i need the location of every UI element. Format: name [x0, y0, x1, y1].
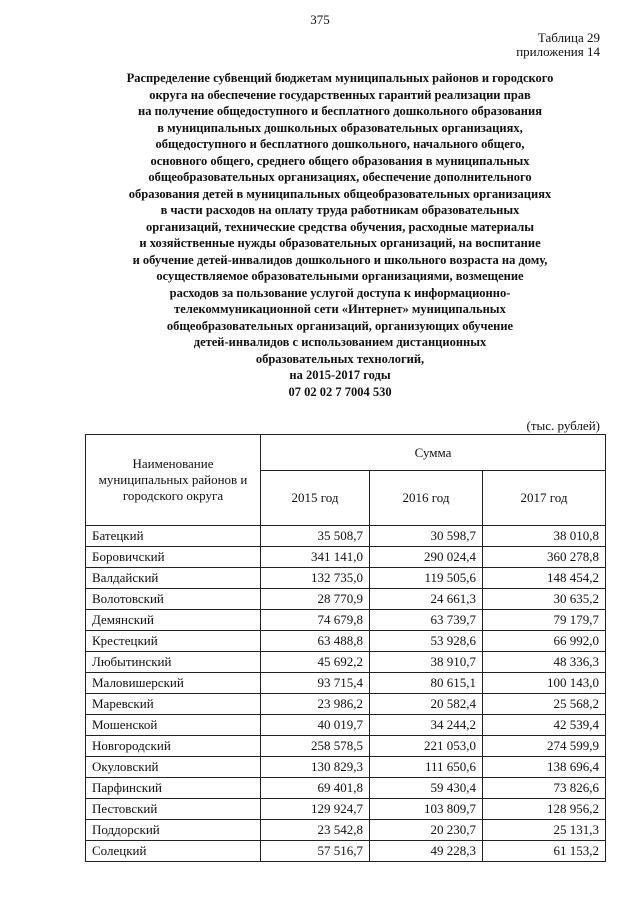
table-row	[86, 547, 606, 568]
value-2016-cell: 63 739,7	[370, 610, 483, 631]
value-2015-cell: 23 986,2	[261, 694, 370, 715]
value-2015-cell: 35 508,7	[261, 526, 370, 547]
page-number: 375	[310, 12, 330, 27]
value-2016-cell: 111 650,6	[370, 757, 483, 778]
value-2016-cell: 119 505,6	[370, 568, 483, 589]
table-row	[86, 778, 606, 799]
heading-line: общеобразовательных организаций, организующих обучение	[166, 318, 514, 333]
value-2015-cell: 258 578,5	[261, 736, 370, 757]
heading-line: осуществляемое образовательными организациями, возмещение	[156, 269, 524, 283]
value-2015-cell: 45 692,2	[261, 652, 370, 673]
district-name-cell: Солецкий	[86, 841, 261, 862]
value-2017-cell: 79 179,7	[483, 610, 606, 631]
heading-line: общеобразовательных организациях, обеспечение дополнительного	[148, 170, 532, 184]
value-2016-cell: 53 928,6	[370, 631, 483, 652]
table-row	[86, 631, 606, 652]
table-row	[86, 841, 606, 862]
district-name-cell: Парфинский	[86, 778, 261, 799]
value-2017-cell: 30 635,2	[483, 589, 606, 610]
column-header-2016: 2016 год	[370, 471, 483, 526]
value-2017-cell: 148 454,2	[483, 568, 606, 589]
value-2015-cell: 93 715,4	[261, 673, 370, 694]
value-2017-cell: 38 010,8	[483, 526, 606, 547]
district-name-cell: Поддорский	[86, 820, 261, 841]
value-2017-cell: 360 278,8	[483, 547, 606, 568]
value-2016-cell: 20 582,4	[370, 694, 483, 715]
table-row	[86, 736, 606, 757]
heading-line: на 2015-2017 годы	[289, 368, 391, 382]
heading-line: в муниципальных дошкольных образовательных организациях,	[157, 120, 523, 135]
subvention-table	[85, 434, 606, 862]
table-reference	[516, 31, 600, 59]
heading-line: расходов за пользование услугой доступа к информационно-	[169, 285, 511, 300]
table-row	[86, 673, 606, 694]
value-2015-cell: 57 516,7	[261, 841, 370, 862]
column-header-name: Наименование муниципальных районов и городского округа	[86, 435, 261, 526]
value-2017-cell: 61 153,2	[483, 841, 606, 862]
table-reference-line: приложения 14	[516, 44, 600, 59]
value-2015-cell: 132 735,0	[261, 568, 370, 589]
district-name-cell: Любытинский	[86, 652, 261, 673]
document-heading	[60, 70, 620, 400]
heading-line: образования детей в муниципальных общеобразовательных организациях	[128, 186, 552, 201]
value-2016-cell: 59 430,4	[370, 778, 483, 799]
value-2017-cell: 66 992,0	[483, 631, 606, 652]
value-2016-cell: 290 024,4	[370, 547, 483, 568]
district-name-cell: Новгородский	[86, 736, 261, 757]
heading-line: Распределение субвенций бюджетам муниципальных районов и городского	[126, 71, 554, 85]
value-2015-cell: 130 829,3	[261, 757, 370, 778]
table-row	[86, 652, 606, 673]
district-name-cell: Пестовский	[86, 799, 261, 820]
district-name-cell: Крестецкий	[86, 631, 261, 652]
district-name-cell: Батецкий	[86, 526, 261, 547]
heading-line: округа на обеспечение государственных гарантий реализации прав	[149, 87, 531, 102]
district-name-cell: Боровичский	[86, 547, 261, 568]
value-2015-cell: 74 679,8	[261, 610, 370, 631]
table-row	[86, 757, 606, 778]
value-2015-cell: 69 401,8	[261, 778, 370, 799]
table-row	[86, 715, 606, 736]
column-header-sum: Сумма	[261, 435, 606, 471]
value-2015-cell: 63 488,8	[261, 631, 370, 652]
district-name-cell: Маловишерский	[86, 673, 261, 694]
district-name-cell: Демянский	[86, 610, 261, 631]
value-2016-cell: 34 244,2	[370, 715, 483, 736]
value-2017-cell: 73 826,6	[483, 778, 606, 799]
table-reference-line: Таблица 29	[537, 30, 600, 45]
value-2017-cell: 100 143,0	[483, 673, 606, 694]
table-body	[86, 526, 606, 862]
value-2016-cell: 38 910,7	[370, 652, 483, 673]
heading-line: основного общего, среднего общего образования в муниципальных	[150, 153, 530, 168]
column-header-2015: 2015 год	[261, 471, 370, 526]
units-label: (тыс. рублей)	[526, 418, 600, 433]
heading-line: и обучение детей-инвалидов дошкольного и школьного возраста на дому,	[132, 252, 548, 267]
heading-line: детей-инвалидов с использованием дистанционных	[193, 335, 487, 349]
value-2016-cell: 30 598,7	[370, 526, 483, 547]
table-row	[86, 568, 606, 589]
heading-line: общедоступного и бесплатного дошкольного, начального общего,	[155, 137, 525, 151]
table-row	[86, 589, 606, 610]
value-2016-cell: 20 230,7	[370, 820, 483, 841]
value-2016-cell: 80 615,1	[370, 673, 483, 694]
value-2017-cell: 42 539,4	[483, 715, 606, 736]
value-2016-cell: 103 809,7	[370, 799, 483, 820]
heading-line: на получение общедоступного и бесплатного дошкольного образования	[138, 104, 542, 118]
value-2017-cell: 274 599,9	[483, 736, 606, 757]
heading-line: телекоммуникационной сети «Интернет» муниципальных	[174, 302, 506, 316]
value-2017-cell: 25 568,2	[483, 694, 606, 715]
district-name-cell: Мошенской	[86, 715, 261, 736]
value-2015-cell: 23 542,8	[261, 820, 370, 841]
table-row	[86, 694, 606, 715]
value-2015-cell: 40 019,7	[261, 715, 370, 736]
table-row	[86, 526, 606, 547]
column-header-2017: 2017 год	[483, 471, 606, 526]
value-2017-cell: 25 131,3	[483, 820, 606, 841]
value-2015-cell: 28 770,9	[261, 589, 370, 610]
table-row	[86, 799, 606, 820]
district-name-cell: Валдайский	[86, 568, 261, 589]
heading-line: и хозяйственные нужды образовательных организаций, на воспитание	[139, 236, 541, 250]
value-2016-cell: 49 228,3	[370, 841, 483, 862]
heading-line: в части расходов на оплату труда работникам образовательных	[160, 203, 520, 217]
district-name-cell: Окуловский	[86, 757, 261, 778]
table-row	[86, 610, 606, 631]
value-2017-cell: 138 696,4	[483, 757, 606, 778]
value-2016-cell: 24 661,3	[370, 589, 483, 610]
district-name-cell: Маревский	[86, 694, 261, 715]
table-row	[86, 820, 606, 841]
heading-line: организаций, технические средства обучения, расходные материалы	[146, 219, 534, 234]
heading-line: образовательных технологий,	[255, 351, 425, 366]
value-2017-cell: 128 956,2	[483, 799, 606, 820]
district-name-cell: Волотовский	[86, 589, 261, 610]
value-2017-cell: 48 336,3	[483, 652, 606, 673]
value-2015-cell: 129 924,7	[261, 799, 370, 820]
value-2015-cell: 341 141,0	[261, 547, 370, 568]
heading-line: 07 02 02 7 7004 530	[288, 384, 392, 399]
value-2016-cell: 221 053,0	[370, 736, 483, 757]
